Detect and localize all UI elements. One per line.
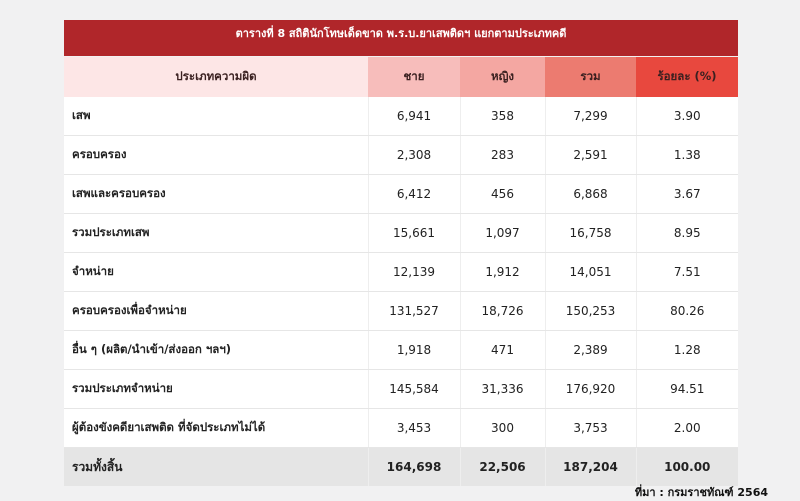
- table-row: [64, 409, 738, 448]
- total-cell: 14,051: [545, 253, 636, 292]
- total-cell: 187,204: [545, 448, 636, 487]
- percent-cell: 1.38: [636, 136, 738, 175]
- header-percent: ร้อยละ (%): [636, 57, 738, 97]
- male-cell: 6,412: [368, 175, 460, 214]
- total-cell: 3,753: [545, 409, 636, 448]
- male-cell: 6,941: [368, 97, 460, 136]
- female-cell: 31,336: [460, 370, 545, 409]
- female-cell: 18,726: [460, 292, 545, 331]
- label-cell: รวมประเภทจำหน่าย: [64, 370, 368, 409]
- table-row: [64, 253, 738, 292]
- female-cell: 456: [460, 175, 545, 214]
- total-cell: 2,389: [545, 331, 636, 370]
- percent-cell: 80.26: [636, 292, 738, 331]
- male-cell: 1,918: [368, 331, 460, 370]
- total-cell: 2,591: [545, 136, 636, 175]
- header-total: รวม: [545, 57, 636, 97]
- percent-cell: 3.67: [636, 175, 738, 214]
- percent-cell: 8.95: [636, 214, 738, 253]
- female-cell: 471: [460, 331, 545, 370]
- header-category: ประเภทความผิด: [64, 57, 368, 97]
- male-cell: 145,584: [368, 370, 460, 409]
- percent-cell: 3.90: [636, 97, 738, 136]
- label-cell: ผู้ต้องขังคดียาเสพติด ที่จัดประเภทไม่ได้: [64, 409, 368, 448]
- source-note: ที่มา : กรมราชทัณฑ์ 2564: [634, 486, 768, 499]
- total-cell: 6,868: [545, 175, 636, 214]
- total-cell: 176,920: [545, 370, 636, 409]
- percent-cell: 94.51: [636, 370, 738, 409]
- male-cell: 15,661: [368, 214, 460, 253]
- total-cell: 7,299: [545, 97, 636, 136]
- male-cell: 131,527: [368, 292, 460, 331]
- female-cell: 358: [460, 97, 545, 136]
- label-cell: เสพและครอบครอง: [64, 175, 368, 214]
- label-cell: เสพ: [64, 97, 368, 136]
- total-cell: 16,758: [545, 214, 636, 253]
- male-cell: 3,453: [368, 409, 460, 448]
- percent-cell: 1.28: [636, 331, 738, 370]
- table-row: [64, 214, 738, 253]
- male-cell: 2,308: [368, 136, 460, 175]
- table-title-text: ตารางที่ 8 สถิตินักโทษเด็ดขาด พ.ร.บ.ยาเสพติดฯ แยกตามประเภทคดี: [235, 27, 567, 40]
- male-cell: 164,698: [368, 448, 460, 487]
- table-header-row: [64, 57, 738, 97]
- label-cell: ครอบครองเพื่อจำหน่าย: [64, 292, 368, 331]
- female-cell: 1,097: [460, 214, 545, 253]
- percent-cell: 2.00: [636, 409, 738, 448]
- table-total-row: [64, 448, 738, 487]
- table-row: [64, 97, 738, 136]
- female-cell: 283: [460, 136, 545, 175]
- table-row: [64, 136, 738, 175]
- label-cell: จำหน่าย: [64, 253, 368, 292]
- header-male: ชาย: [368, 57, 460, 97]
- table-row: [64, 331, 738, 370]
- male-cell: 12,139: [368, 253, 460, 292]
- header-female: หญิง: [460, 57, 545, 97]
- female-cell: 300: [460, 409, 545, 448]
- percent-cell: 7.51: [636, 253, 738, 292]
- table-row: [64, 370, 738, 409]
- female-cell: 1,912: [460, 253, 545, 292]
- table-title: [64, 20, 738, 56]
- table-row: [64, 292, 738, 331]
- female-cell: 22,506: [460, 448, 545, 487]
- table-body: [64, 97, 738, 486]
- data-table: [64, 57, 738, 486]
- label-cell: รวมประเภทเสพ: [64, 214, 368, 253]
- label-cell: รวมทั้งสิ้น: [64, 448, 368, 487]
- label-cell: อื่น ๆ (ผลิต/นำเข้า/ส่งออก ฯลฯ): [64, 331, 368, 370]
- percent-cell: 100.00: [636, 448, 738, 487]
- table-row: [64, 175, 738, 214]
- label-cell: ครอบครอง: [64, 136, 368, 175]
- total-cell: 150,253: [545, 292, 636, 331]
